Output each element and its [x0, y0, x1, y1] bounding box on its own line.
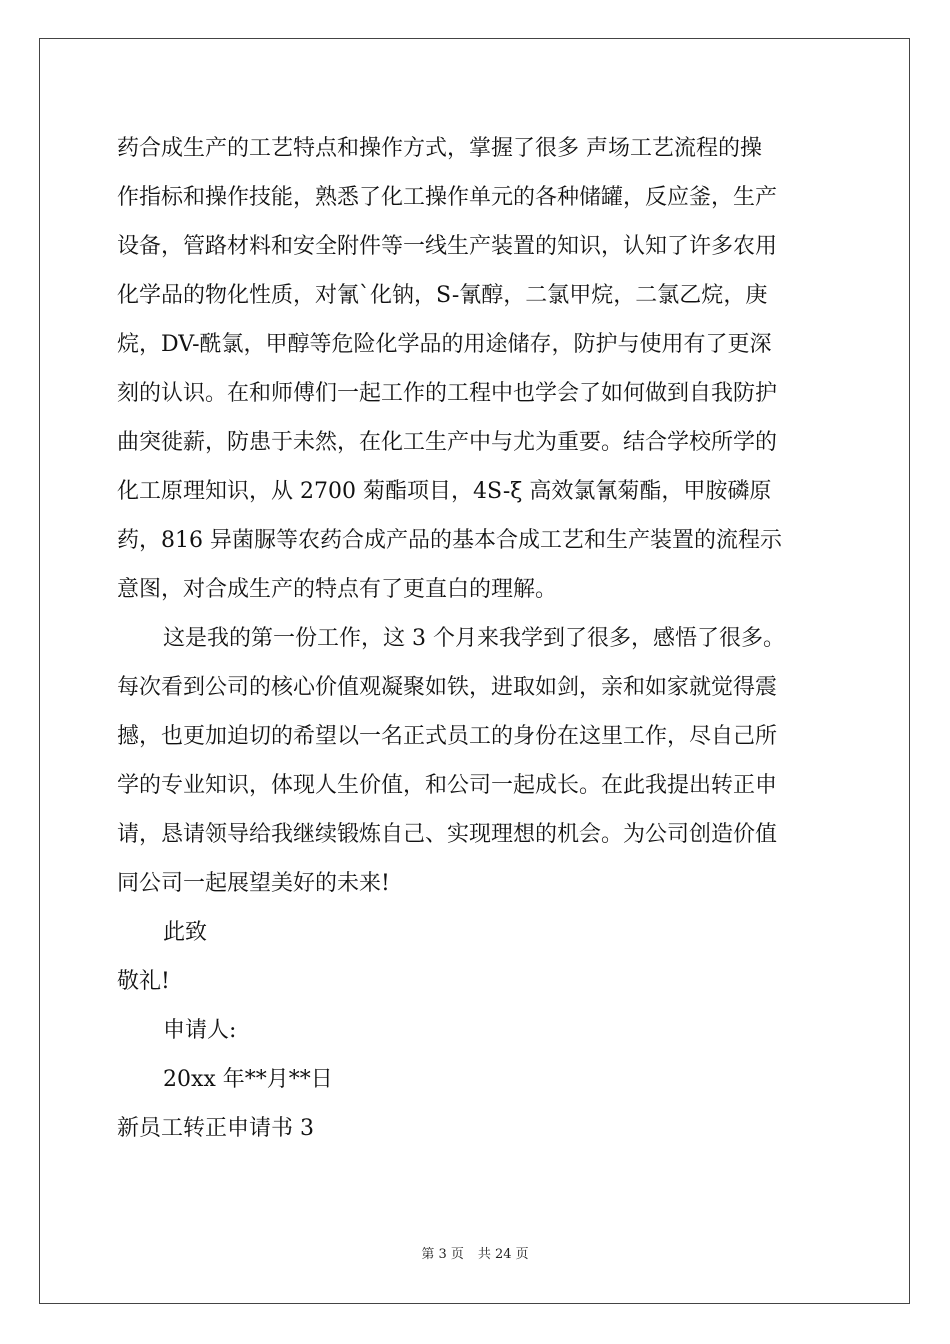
closing-regards: 敬礼!: [117, 969, 170, 994]
body-line: 每次看到公司的核心价值观凝聚如铁，进取如剑，亲和如家就觉得震: [117, 675, 778, 700]
body-line: 药合成生产的工艺特点和操作方式，掌握了很多 声场工艺流程的操: [117, 136, 762, 161]
body-line: 请，恳请领导给我继续锻炼自己、实现理想的机会。为公司创造价值: [117, 822, 778, 847]
body-line: 烷，DV-酰氯，甲醇等危险化学品的用途储存，防护与使用有了更深: [117, 332, 772, 357]
applicant-label: 申请人:: [163, 1018, 237, 1043]
body-line: 化工原理知识，从 2700 菊酯项目，4S-ξ 高效氯氰菊酯，甲胺磷原: [117, 479, 772, 504]
body-line: 药，816 异菌脲等农药合成产品的基本合成工艺和生产装置的流程示: [117, 528, 782, 553]
paragraph-start-line: 这是我的第一份工作，这 3 个月来我学到了很多，感悟了很多。: [163, 626, 785, 651]
page-footer: [0, 1246, 950, 1264]
page-number: 第 3 页: [421, 1247, 464, 1262]
body-line: 曲突徙薪，防患于未然，在化工生产中与尤为重要。结合学校所学的: [117, 430, 778, 455]
date-line: 20xx 年**月**日: [163, 1067, 333, 1092]
body-line: 作指标和操作技能，熟悉了化工操作单元的各种储罐，反应釜，生产: [117, 185, 778, 210]
body-line: 意图，对合成生产的特点有了更直白的理解。: [117, 577, 558, 602]
body-line: 学的专业知识，体现人生价值，和公司一起成长。在此我提出转正申: [117, 773, 778, 798]
section-heading: 新员工转正申请书 3: [117, 1116, 314, 1141]
closing-salutation: 此致: [163, 920, 208, 945]
body-line: 化学品的物化性质，对氰`化钠，S-氰醇，二氯甲烷，二氯乙烷，庚: [117, 283, 768, 308]
body-line: 刻的认识。在和师傅们一起工作的工程中也学会了如何做到自我防护: [117, 381, 778, 406]
body-line: 同公司一起展望美好的未来!: [117, 871, 390, 896]
body-line: 撼，也更加迫切的希望以一名正式员工的身份在这里工作，尽自己所: [117, 724, 778, 749]
body-line: 设备，管路材料和安全附件等一线生产装置的知识，认知了许多农用: [117, 234, 778, 259]
page-total: 共 24 页: [477, 1247, 529, 1262]
